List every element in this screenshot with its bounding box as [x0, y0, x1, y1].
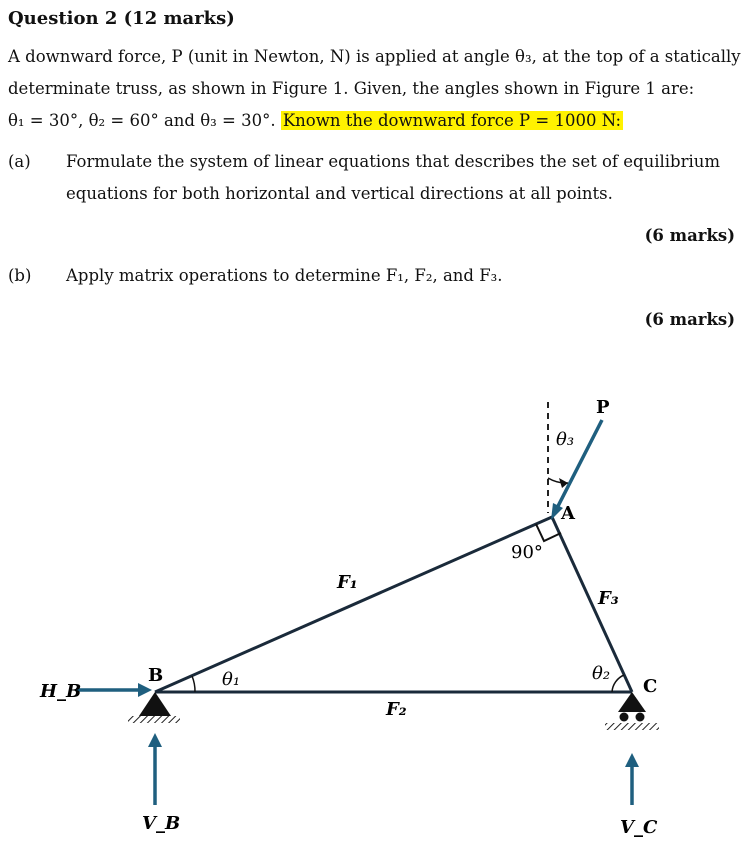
support-b-pin: [139, 692, 171, 716]
theta3-label: θ₃: [556, 429, 575, 450]
highlighted-force: Known the downward force P = 1000 N:: [282, 111, 622, 130]
hb-label: H_B: [40, 681, 82, 702]
force-p-label: P: [596, 397, 610, 418]
vc-label: V_C: [620, 817, 658, 838]
part-a-marks: (6 marks): [644, 226, 735, 245]
right-angle-label: 90°: [511, 542, 543, 563]
part-a-line-2: equations for both horizontal and vertical directions at all points.: [66, 184, 613, 203]
intro-line-1: A downward force, P (unit in Newton, N) is applied at angle θ₃, at the top of a statically: [8, 47, 741, 66]
question-title: Question 2 (12 marks): [8, 8, 235, 29]
roller-wheel-1: [620, 713, 629, 722]
support-b-ground: [128, 716, 180, 723]
node-c-label: C: [643, 676, 658, 697]
part-a-line-1: Formulate the system of linear equations that describes the set of equilibrium: [66, 152, 721, 171]
vb-arrowhead: [148, 733, 162, 747]
part-b-marks: (6 marks): [644, 310, 735, 329]
f2-label: F₂: [386, 699, 407, 720]
theta1-arc: [192, 676, 195, 692]
theta2-label: θ₂: [592, 663, 611, 684]
theta2-arc: [612, 675, 624, 692]
theta1-label: θ₁: [222, 669, 241, 690]
given-angles: θ₁ = 30°, θ₂ = 60° and θ₃ = 30°.: [8, 111, 276, 130]
vb-label: V_B: [142, 813, 181, 834]
part-b-label: (b): [8, 266, 32, 285]
intro-line-2: determinate truss, as shown in Figure 1. Given, the angles shown in Figure 1 are:: [8, 79, 695, 98]
node-a-label: A: [561, 503, 575, 524]
vc-arrowhead: [625, 753, 639, 767]
node-b-label: B: [148, 665, 164, 686]
part-b-text: Apply matrix operations to determine F₁, F₂, and F₃.: [66, 266, 503, 285]
support-c-ground: [605, 723, 659, 730]
f3-label: F₃: [598, 588, 619, 609]
roller-wheel-2: [636, 713, 645, 722]
f1-label: F₁: [337, 572, 358, 593]
support-c-roller: [618, 692, 646, 712]
part-a-label: (a): [8, 152, 31, 171]
member-f1: [155, 517, 552, 692]
